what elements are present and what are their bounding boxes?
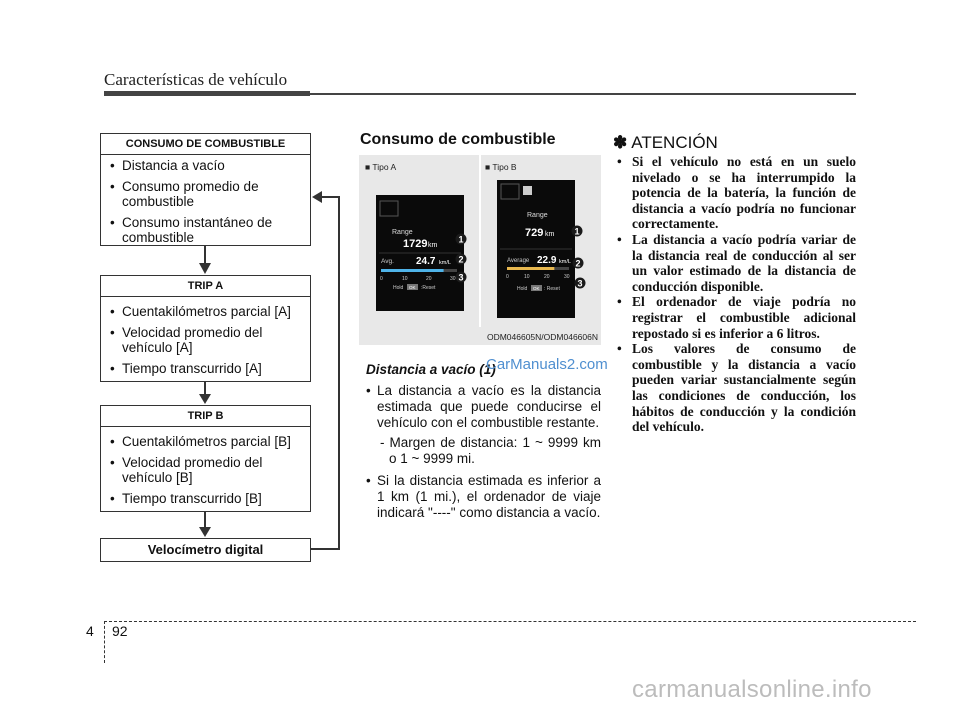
screen-a-range-unit: km xyxy=(428,242,438,249)
cluster-figure xyxy=(359,155,601,345)
callout-1: 1 xyxy=(574,226,580,237)
attention-item: • La distancia a vacío podría variar de la distancia real de conducción al ser un valor estimado de la distancia de conducción disponible. xyxy=(613,232,856,294)
screen-b-ok: OK xyxy=(533,286,540,291)
screen-b-avg-unit: km/L xyxy=(559,259,571,265)
screen-b-avg-bar xyxy=(507,267,554,270)
flow-item: • Cuentakilómetros parcial [B] xyxy=(107,434,306,449)
screen-b-hold: Hold xyxy=(517,286,528,292)
chapter-number: 4 xyxy=(86,623,94,639)
attention-title: ATENCIÓN xyxy=(631,133,718,152)
flow-item: • Distancia a vacío xyxy=(107,158,306,173)
arrowhead xyxy=(312,191,322,203)
screen-a-reset: :Reset xyxy=(421,285,436,291)
attention-heading xyxy=(613,133,718,153)
callout-2: 2 xyxy=(458,254,464,265)
figure-label-type-b: ■ Tipo B xyxy=(485,162,517,172)
screen-a-avg-value: 24.7 xyxy=(416,256,436,267)
tick-label: 20 xyxy=(426,276,432,282)
attention-item: • El ordenador de viaje podría no registrar el combustible adicional repostado si es inferior a 6 litros. xyxy=(613,294,856,341)
flow-item: • Consumo instantáneo de combustible xyxy=(107,215,306,245)
arrowhead xyxy=(199,394,211,404)
attention-item: • Si el vehículo no está en un suelo nivelado o se ha interrumpido la potencia de la batería, la función de distancia a vacío podría no funcionar correctamente. xyxy=(613,154,856,232)
tick-label: 0 xyxy=(380,276,383,282)
body-sub-item: - Margen de distancia: 1 ~ 9999 km o 1 ~ 9999 mi. xyxy=(380,435,601,466)
screen-b-range-label: Range xyxy=(527,212,548,219)
page-number: 92 xyxy=(112,623,128,639)
screen-a-hold: Hold xyxy=(393,285,404,291)
flow-item: • Cuentakilómetros parcial [A] xyxy=(107,304,306,319)
screen-b-reset: : Reset xyxy=(544,286,560,292)
flow-item: • Velocidad promedio del vehículo [A] xyxy=(107,325,306,355)
figure-caption: ODM046605N/ODM046606N xyxy=(486,332,598,342)
tick-label: 10 xyxy=(402,276,408,282)
section-heading: Consumo de combustible xyxy=(360,131,556,148)
flow-box-title: TRIP B xyxy=(101,406,310,427)
flow-box-title: CONSUMO DE COMBUSTIBLE xyxy=(101,134,310,155)
flow-item: • Tiempo transcurrido [A] xyxy=(107,361,306,376)
screen-b-range-unit: km xyxy=(545,231,555,238)
tick-label: 20 xyxy=(544,274,550,280)
flow-item: • Tiempo transcurrido [B] xyxy=(107,491,306,506)
body-bullet: • Si la distancia estimada es inferior a 1 km (1 mi.), el ordenador de viaje indicará "----" como distancia a vacío. xyxy=(363,473,601,521)
screen-a-avg-label: Avg. xyxy=(381,258,394,265)
cluster-illustration xyxy=(359,155,601,345)
flow-box-digital-speedometer: Velocímetro digital xyxy=(100,538,311,562)
screen-a-avg-bar xyxy=(381,269,444,272)
attention-item: • Los valores de consumo de combustible y la distancia a vacío pueden variar sustancialmente según las condiciones de conducción, los hábitos de conducción y la condición del vehículo. xyxy=(613,341,856,435)
tick-label: 30 xyxy=(564,274,570,280)
flow-return-line xyxy=(311,197,339,549)
screen-a-range-label: Range xyxy=(392,229,413,236)
callout-2: 2 xyxy=(575,258,581,269)
screen-b-avg-value: 22.9 xyxy=(537,255,557,266)
arrowhead xyxy=(199,263,211,274)
footer-watermark: carmanualsonline.info xyxy=(632,676,872,703)
page-header-title: Características de vehículo xyxy=(104,70,288,89)
subsection-heading: Distancia a vacío (1) xyxy=(366,362,496,377)
body-text xyxy=(363,383,601,525)
footer-rule-vertical xyxy=(104,621,105,663)
callout-3: 3 xyxy=(458,272,464,283)
body-bullet: • La distancia a vacío es la distancia estimada que puede conducirse el vehículo con el combustible restante. xyxy=(363,383,601,431)
flow-item: • Consumo promedio de combustible xyxy=(107,179,306,209)
screen-a-range-value: 1729 xyxy=(403,238,428,250)
attention-list xyxy=(613,154,856,435)
figure-label-type-a: ■ Tipo A xyxy=(365,162,397,172)
callout-1: 1 xyxy=(458,234,464,245)
screen-a-avg-unit: km/L xyxy=(439,260,451,266)
footer-rule xyxy=(104,621,916,622)
attention-star-icon: ✽ xyxy=(613,133,628,152)
flow-item: • Velocidad promedio del vehículo [B] xyxy=(107,455,306,485)
tick-label: 10 xyxy=(524,274,530,280)
screen-a-ok: OK xyxy=(409,285,416,290)
arrowhead xyxy=(199,527,211,537)
flow-box-title: TRIP A xyxy=(101,276,310,297)
site-watermark: CarManuals2.com xyxy=(486,356,608,373)
callout-3: 3 xyxy=(577,278,583,289)
tick-label: 30 xyxy=(450,276,456,282)
tick-label: 0 xyxy=(506,274,509,280)
screen-b-avg-label: Average xyxy=(507,258,530,264)
screen-b-range-value: 729 xyxy=(525,227,544,239)
